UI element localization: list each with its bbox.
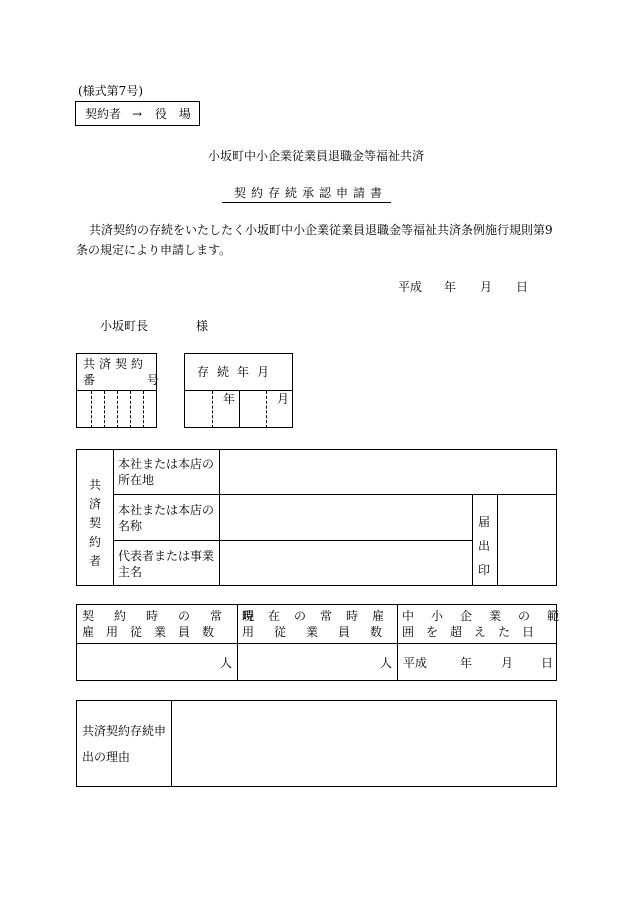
address-label-line1: 本社または本店の — [118, 457, 215, 471]
employee-table — [76, 604, 577, 681]
date-era: 平成 — [398, 280, 423, 294]
form-number: (様式第7号) — [78, 84, 143, 98]
current-employees-label-line1: 現在の常時雇 — [242, 609, 399, 623]
company-name-label-line1: 本社または本店の — [118, 503, 215, 517]
address-label-line2: 所在地 — [118, 473, 155, 487]
exceeded-date-day: 日 — [541, 656, 554, 670]
continuation-year-label: 年 — [223, 392, 236, 406]
org-name: 小坂町中小企業従業員退職金等福祉共済 — [208, 149, 425, 163]
contract-number-label-line2: 番号 — [83, 373, 212, 387]
continuation-header: 存続年月 — [197, 365, 278, 379]
contractor-side-label: 共済契約者 — [89, 478, 102, 568]
current-employees-unit: 人 — [380, 656, 393, 670]
date-month: 月 — [480, 280, 493, 294]
contractor-table — [76, 449, 557, 586]
exceeded-date-month: 月 — [501, 656, 514, 670]
reason-label-line2: 出の理由 — [82, 750, 131, 764]
continuation-month-label: 月 — [277, 392, 290, 406]
date-year: 年 — [444, 280, 457, 294]
representative-label-line1: 代表者または事業 — [118, 549, 215, 563]
continuation-box — [184, 353, 293, 428]
representative-label-line2: 主名 — [118, 565, 143, 579]
body-text-line2: 条の規定により申請します。 — [76, 243, 232, 257]
contract-employees-label-line2: 雇用従業員数 — [82, 625, 227, 639]
body-text-line1: 共済契約の存続をいたしたく小坂町中小企業従業員退職金等福祉共済条例施行規則第9 — [89, 223, 553, 237]
reason-table — [76, 700, 557, 787]
routing-left: 契約者 — [85, 107, 122, 121]
exceeded-date-era: 平成 — [403, 656, 428, 670]
exceeded-date-year: 年 — [460, 656, 473, 670]
document-title: 契約存続承認申請書 — [222, 185, 391, 203]
exceeded-date-label-line1: 中小企業の範 — [402, 609, 577, 623]
company-name-label-line2: 名称 — [118, 519, 143, 533]
reason-label-line1: 共済契約存続申 — [82, 724, 167, 738]
addressee-name: 小坂町長 — [100, 319, 149, 333]
contract-employees-unit: 人 — [220, 656, 233, 670]
current-employees-label-line2: 用従業員数 — [242, 625, 403, 639]
addressee-honorific: 様 — [196, 319, 209, 333]
exceeded-date-label-line2: 囲を超えた日 — [402, 625, 547, 639]
contract-employees-label-line1: 契約時の常時 — [82, 609, 275, 623]
routing-right: 役 場 — [155, 107, 195, 121]
routing-box — [75, 101, 200, 126]
date-day: 日 — [516, 280, 529, 294]
contract-number-label-line1: 共済契約 — [83, 357, 148, 371]
routing-arrow: → — [132, 107, 143, 121]
contract-number-box — [76, 353, 212, 428]
seal-label: 届出印 — [478, 515, 491, 577]
